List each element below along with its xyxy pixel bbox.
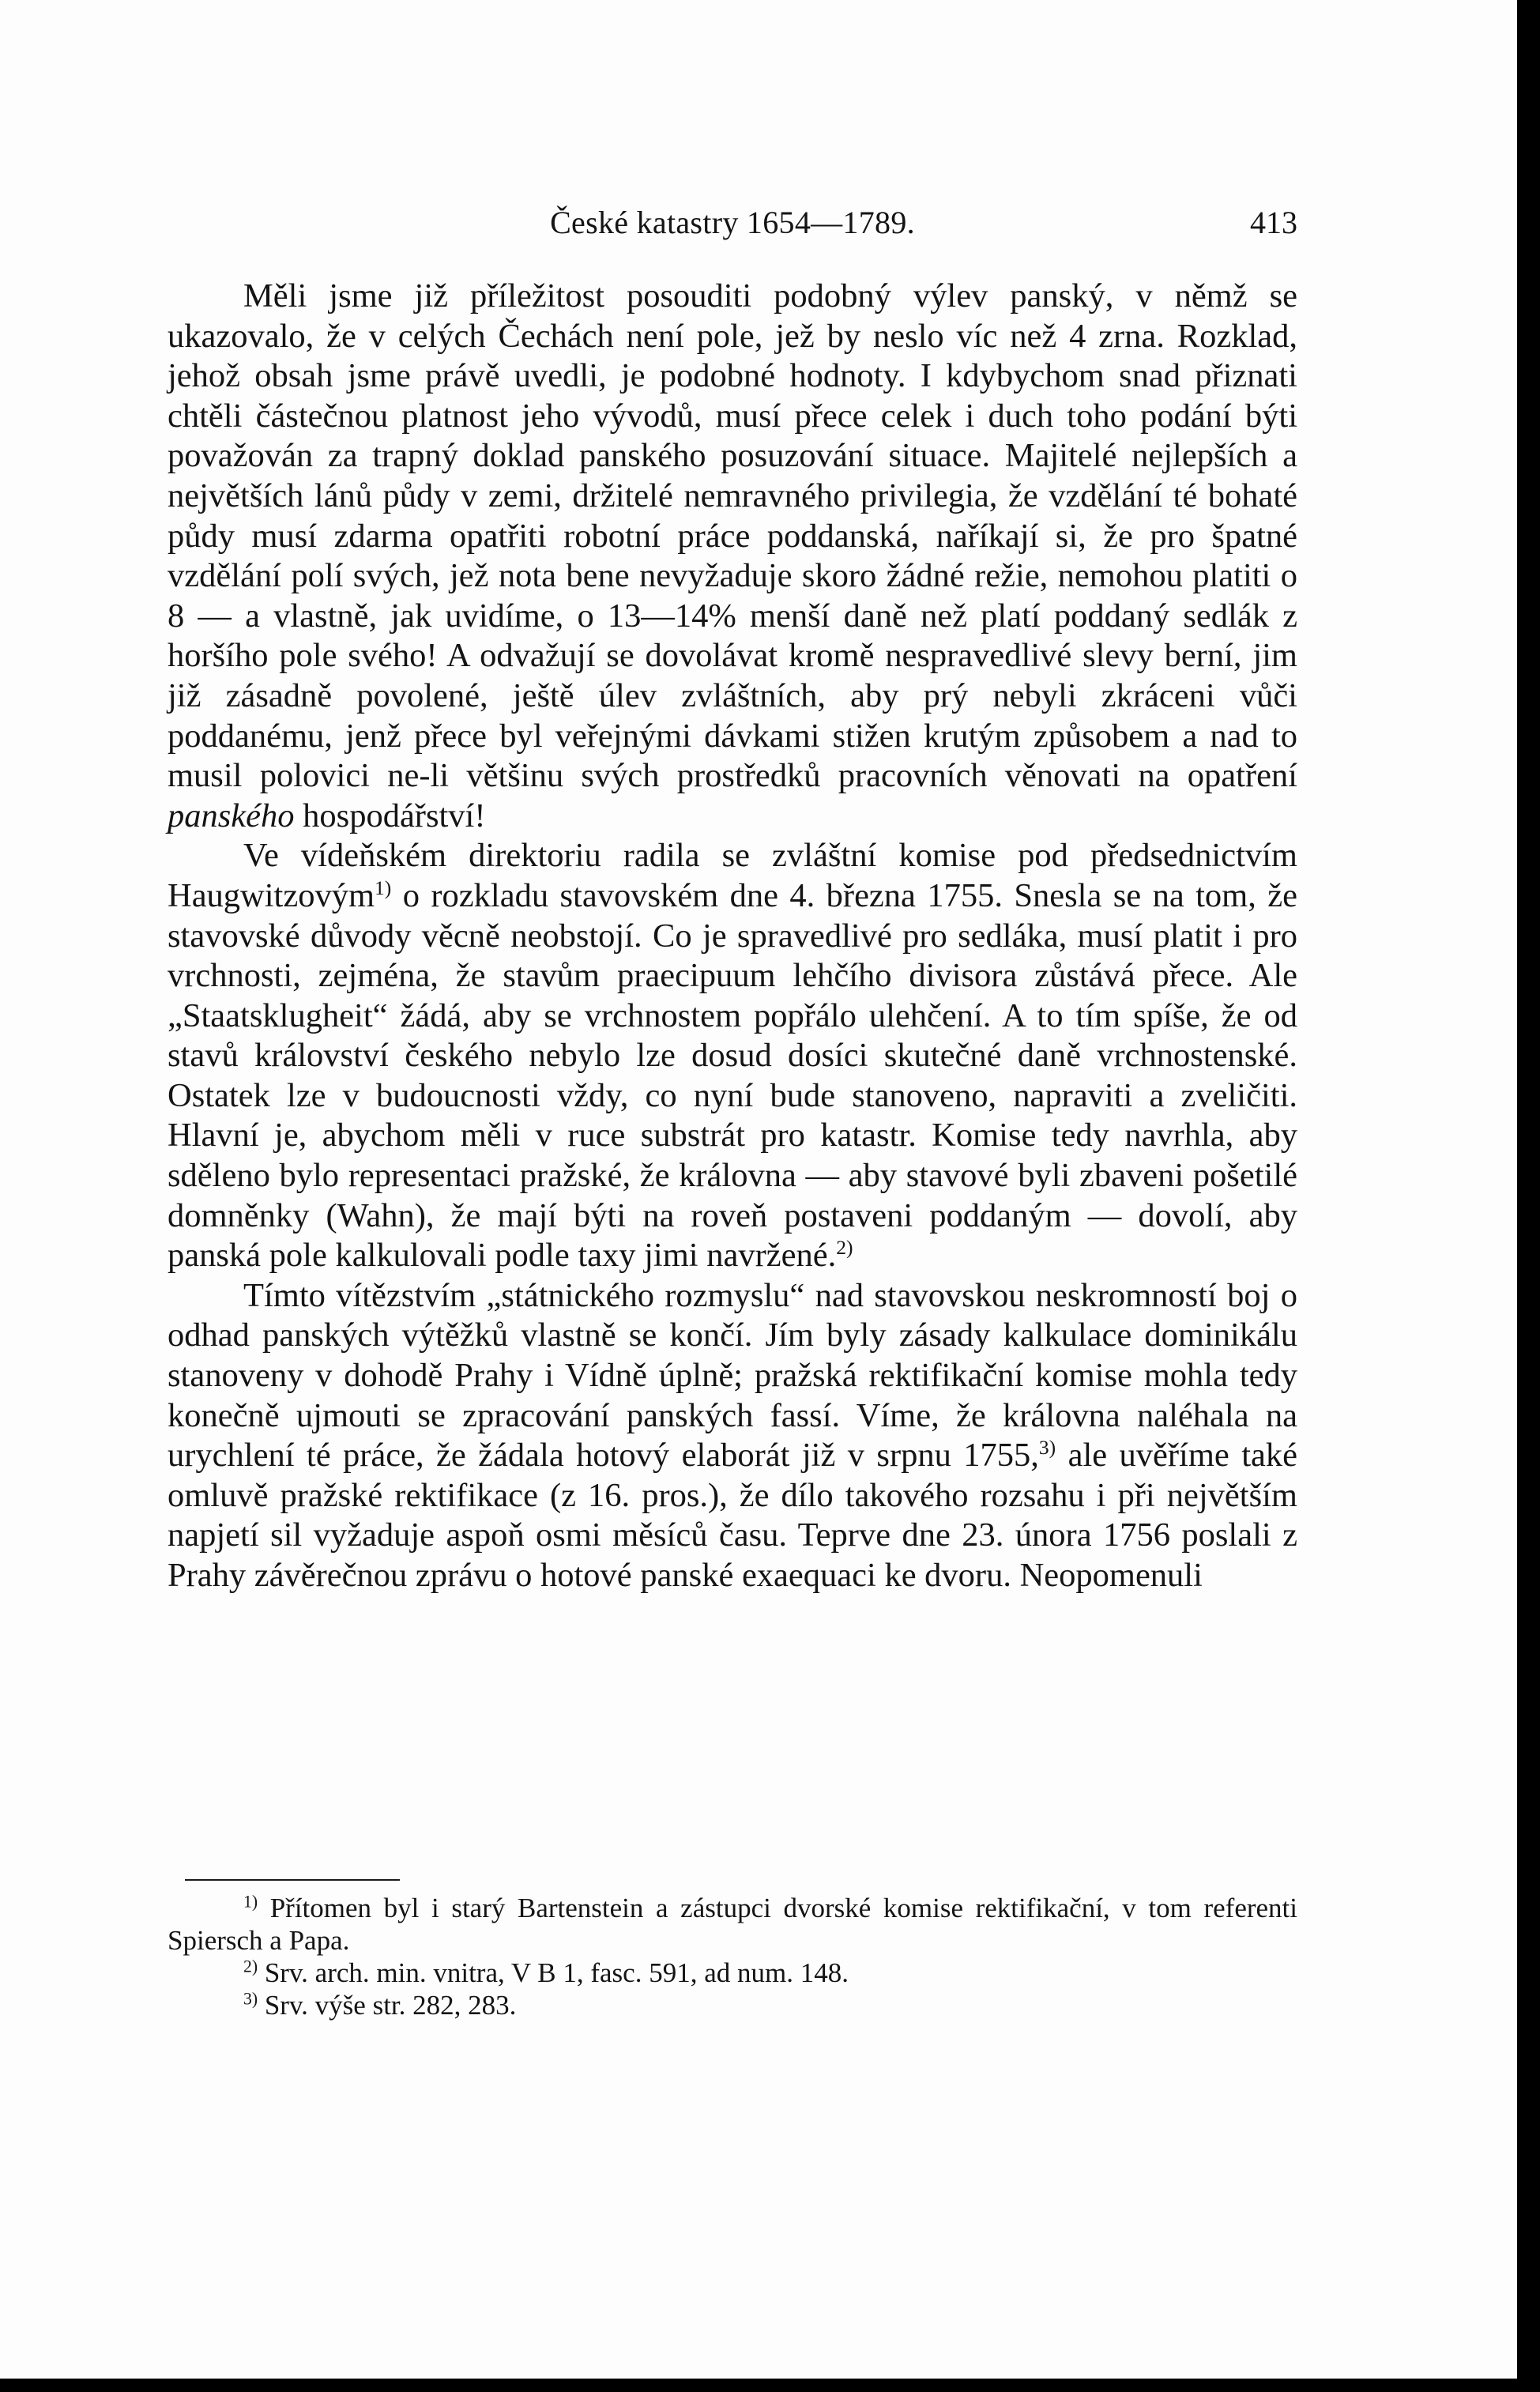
paragraph: [168, 836, 1297, 1276]
page-number: 413: [1250, 205, 1297, 240]
text-run: o rozkladu stavovském dne 4. března 1755. Snesla se na tom, že stavovské důvody věcně neobstojí. Co je spravedlivé pro sedláka, musí platit i pro vrchnosti, zejména, že stavům praecipuum lehčího divisora zůstává přece. Ale „Staatsklugheit“ žádá, aby se vrchnostem popřálo ulehčení. A to tím spíše, že od stavů království českého nebylo lze dosud dosíci skutečné daně vrchnostenské. Ostatek lze v budoucnosti vždy, co nyní bude stanoveno, napraviti a zveličiti. Hlavní je, abychom měli v ruce substrát pro katastr. Komise tedy navrhla, aby sděleno bylo representaci pražské, že královna — aby stavové byli zbaveni pošetilé domněnky (Wahn), že mají býti na roveň postaveni poddaným — dovolí, aby panská pole kalkulovali podle taxy jimi navržené.: [168, 876, 1297, 1275]
footnote-mark: 3): [243, 1989, 258, 2009]
text-run: Měli jsme již příležitost posouditi podobný výlev panský, v němž se ukazovalo, že v celých Čechách není pole, jež by neslo víc než 4 zrna. Rozklad, jehož obsah jsme právě uvedli, je podobné hodnoty. I kdybychom snad přiznati chtěli částečnou platnost jeho vývodů, musí přece celek i duch toho podání býti považován za trapný doklad panského posuzování situace. Majitelé nejlepších a největších lánů půdy v zemi, držitelé nemravného privilegia, že vzdělání té bohaté půdy musí zdarma opatřiti robotní práce poddanská, naříkají si, že pro špatné vzdělání polí svých, jež nota bene nevyžaduje skoro žádné režie, nemohou platiti o 8 — a vlastně, jak uvidíme, o 13—14% menší daně než platí poddaný sedlák z horšího pole svého! A odvažují se dovolávat kromě nespravedlivé slevy berní, jim již zásadně povolené, ještě úlev zvláštních, aby prý nebyli zkráceni vůči poddanému, jenž přece byl veřejnými dávkami stižen krutým způsobem a nad to musil polovici ne-li většinu svých prostředků pracovních věnovati na opatření: [168, 277, 1297, 795]
footnote: [168, 1957, 1297, 1989]
body-text: [168, 277, 1297, 1596]
paragraph: [168, 1276, 1297, 1596]
footnote-mark: 1): [243, 1892, 258, 1912]
footnote-reference: 1): [375, 876, 392, 899]
text-run: hospodářství!: [294, 797, 486, 834]
footnote-text: Přítomen byl i starý Bartenstein a zástupci dvorské komise rektifikační, v tom referenti Spiersch a Papa.: [168, 1893, 1298, 1956]
footnote: [168, 1892, 1297, 1957]
footnote: [168, 1989, 1297, 2021]
running-title: České katastry 1654—1789.: [550, 205, 915, 240]
text-run: Ve vídeňském direktoriu radila se zvláštní komise pod předsednictvím Haugwitzovým: [168, 837, 1297, 914]
footnote-reference: 3): [1038, 1436, 1056, 1460]
footnote-mark: 2): [243, 1957, 258, 1976]
footnote-reference: 2): [836, 1236, 853, 1260]
page-header: [168, 204, 1297, 243]
text-run: Tímto vítězstvím „státnického rozmyslu“ nad stavovskou neskromností boj o odhad panských výtěžků vlastně se končí. Jím byly zásady kalkulace dominikálu stanoveny v dohodě Prahy i Vídně úplně; pražská rektifikační komise mohla tedy konečně ujmouti se zpracování panských fassí. Víme, že královna naléhala na urychlení té práce, že žádala hotový elaborát již v srpnu 1755,: [168, 1276, 1297, 1475]
footnote-divider: [185, 1879, 400, 1881]
text-run: ale uvěříme také omluvě pražské rektifikace (z 16. pros.), že dílo takového rozsahu i při největším napjetí sil vyžaduje aspoň osmi měsíců času. Teprve dne 23. února 1756 poslali z Prahy závěrečnou zprávu o hotové panské exaequaci ke dvoru. Neopomenuli: [168, 1437, 1297, 1594]
footnote-text: Srv. výše str. 282, 283.: [264, 1990, 517, 2021]
text-run-italic: panského: [168, 797, 295, 834]
paragraph: [168, 277, 1297, 836]
footnotes: [168, 1892, 1297, 2021]
footnote-text: Srv. arch. min. vnitra, V B 1, fasc. 591, ad num. 148.: [264, 1957, 849, 1988]
